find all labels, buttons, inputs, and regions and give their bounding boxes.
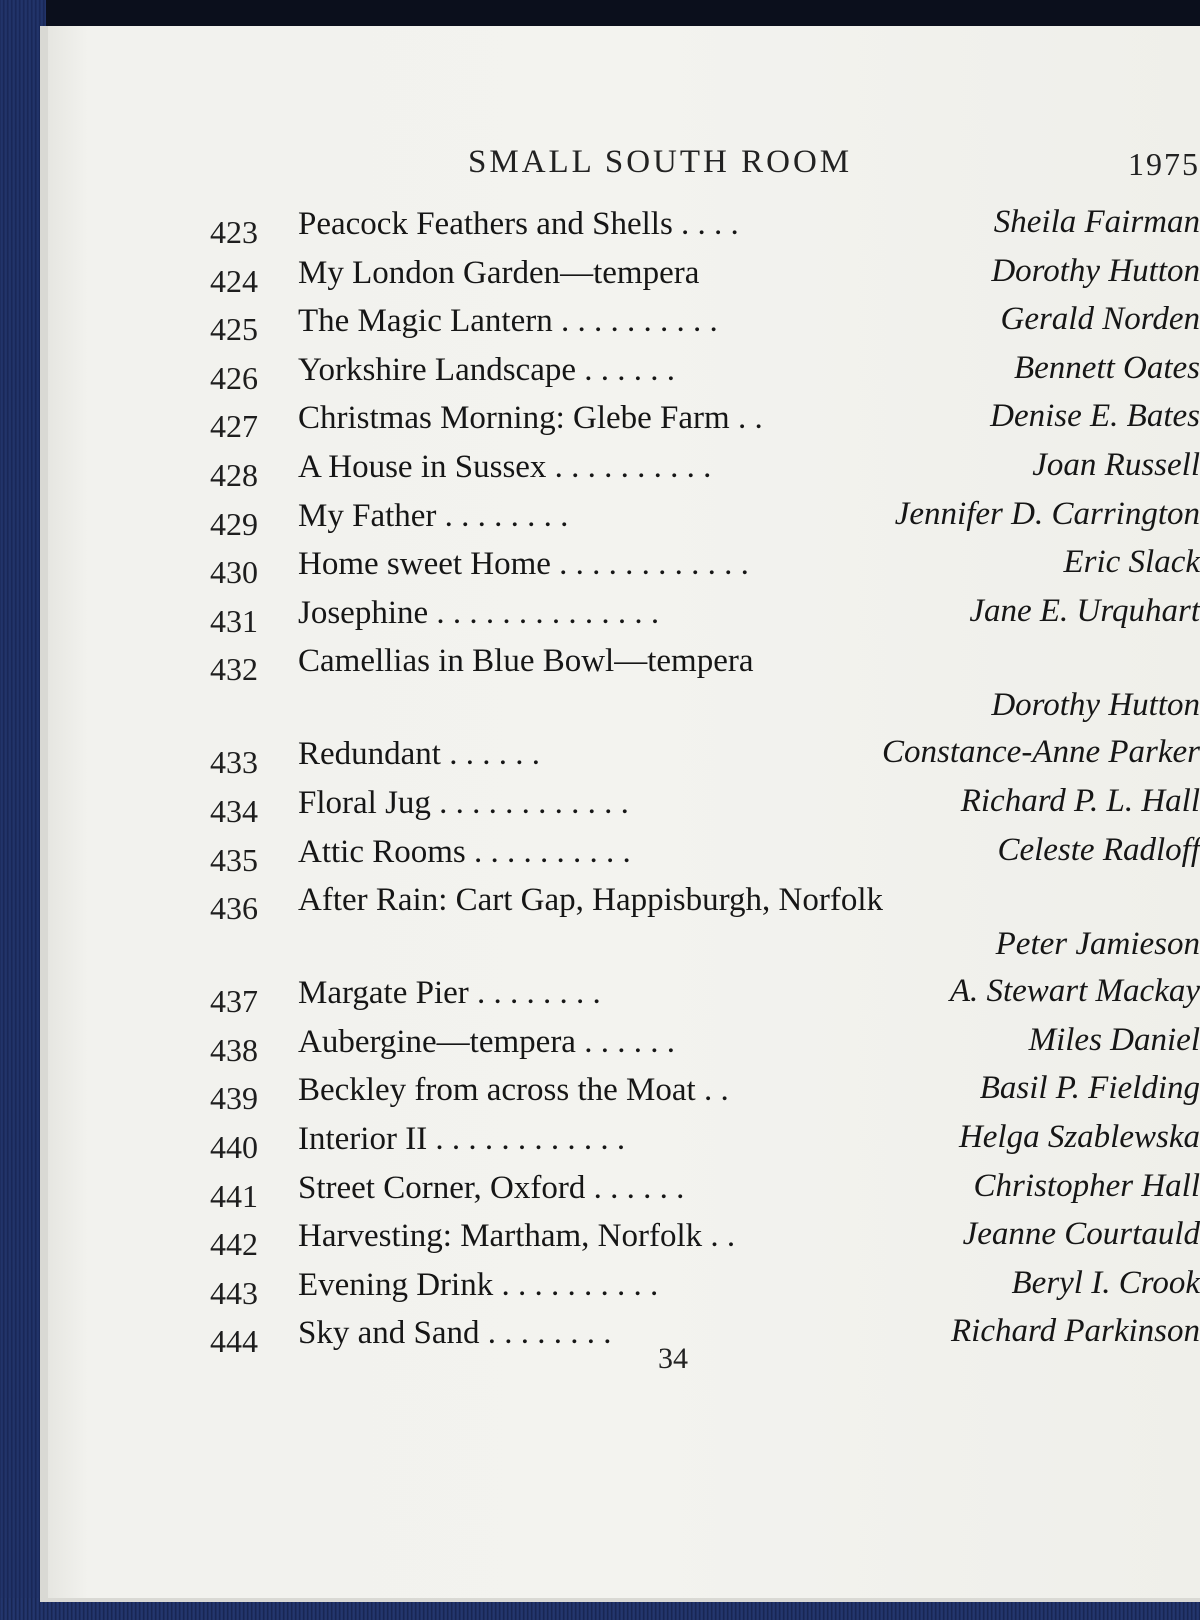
catalogue-entry <box>48 782 1200 834</box>
catalogue-entry <box>48 1118 1200 1170</box>
entry-number: 431 <box>210 602 258 639</box>
catalogue-year: 1975 <box>1128 146 1200 182</box>
entry-title: The Magic Lantern . . . . . . . . . . <box>298 303 718 340</box>
entry-number: 434 <box>210 792 258 829</box>
entry-number: 440 <box>210 1128 258 1165</box>
catalogue-entry <box>48 1315 1200 1364</box>
entry-artist: Constance-Anne Parker <box>882 734 1200 771</box>
catalogue-page <box>48 26 1200 1598</box>
catalogue-entry <box>48 1264 1200 1316</box>
entry-artist: Christopher Hall <box>973 1167 1200 1204</box>
entry-number: 437 <box>210 983 258 1020</box>
page-number: 34 <box>658 1342 688 1375</box>
entry-number: 442 <box>210 1226 258 1263</box>
catalogue-entry <box>48 252 1200 304</box>
entry-artist: Gerald Norden <box>1000 301 1200 338</box>
catalogue-entry <box>48 1021 1200 1073</box>
entry-artist: Peter Jamieson <box>995 926 1200 963</box>
section-title: SMALL SOUTH ROOM <box>468 144 853 180</box>
running-header <box>48 144 1200 194</box>
entry-title: Josephine . . . . . . . . . . . . . . <box>298 594 660 631</box>
entry-artist: Sheila Fairman <box>993 204 1200 240</box>
entry-number: 435 <box>210 841 258 878</box>
entry-title: Sky and Sand . . . . . . . . <box>298 1315 612 1352</box>
catalogue-entry <box>48 1072 1200 1121</box>
entry-number: 424 <box>210 262 258 299</box>
catalogue-entry <box>48 882 1200 975</box>
entry-artist: Dorothy Hutton <box>991 687 1200 724</box>
entry-artist: Jeanne Courtauld <box>962 1216 1200 1253</box>
catalogue-entry <box>48 446 1200 498</box>
catalogue-entry <box>48 546 1200 595</box>
entry-artist: Denise E. Bates <box>990 398 1200 435</box>
entry-title: Evening Drink . . . . . . . . . . <box>298 1266 659 1303</box>
entry-title: Camellias in Blue Bowl—tempera <box>298 643 754 680</box>
entry-title: Home sweet Home . . . . . . . . . . . . <box>298 546 749 583</box>
entry-title: Street Corner, Oxford . . . . . . <box>298 1169 685 1206</box>
entry-artist: Basil P. Fielding <box>979 1070 1200 1107</box>
entry-number: 432 <box>210 651 258 688</box>
entry-title: Margate Pier . . . . . . . . <box>298 975 601 1012</box>
entry-title: Redundant . . . . . . <box>298 736 540 773</box>
entry-number: 428 <box>210 456 258 493</box>
entry-artist: Helga Szablewska <box>958 1118 1200 1155</box>
entry-title: Interior II . . . . . . . . . . . . <box>298 1120 626 1157</box>
entry-number: 423 <box>210 214 258 250</box>
entry-title: Harvesting: Martham, Norfolk . . <box>298 1218 736 1255</box>
entry-artist: Richard P. L. Hall <box>960 782 1200 819</box>
catalogue-entry <box>48 643 1200 736</box>
entry-title: My London Garden—tempera <box>298 254 700 291</box>
entry-number: 430 <box>210 554 258 591</box>
entry-title: Yorkshire Landscape . . . . . . <box>298 351 676 388</box>
catalogue-entry <box>48 1167 1200 1219</box>
entry-artist: Bennett Oates <box>1013 349 1200 386</box>
entry-number: 426 <box>210 359 258 396</box>
entry-artist: Jennifer D. Carrington <box>894 495 1200 532</box>
catalogue-entry <box>48 975 1200 1024</box>
entry-artist: Jane E. Urquhart <box>969 592 1200 629</box>
entry-number: 443 <box>210 1274 258 1311</box>
entry-title: A House in Sussex . . . . . . . . . . <box>298 448 712 485</box>
entry-title: Peacock Feathers and Shells . . . . <box>298 206 739 242</box>
entry-number: 433 <box>210 744 258 781</box>
catalogue-entry <box>48 400 1200 449</box>
entry-number: 425 <box>210 311 258 348</box>
entry-title: My Father . . . . . . . . <box>298 497 569 534</box>
entry-title: After Rain: Cart Gap, Happisburgh, Norfolk <box>298 882 884 919</box>
entry-number: 436 <box>210 890 258 927</box>
entry-title: Aubergine—tempera . . . . . . <box>298 1023 675 1060</box>
entry-title: Beckley from across the Moat . . <box>298 1072 729 1109</box>
catalogue-entry <box>48 831 1200 883</box>
entry-artist: Joan Russell <box>1032 446 1200 483</box>
entry-number: 438 <box>210 1031 258 1068</box>
catalogue-entry <box>48 349 1200 401</box>
entry-artist: Richard Parkinson <box>951 1313 1200 1350</box>
entry-number: 441 <box>210 1177 258 1214</box>
entry-number: 427 <box>210 408 258 445</box>
catalogue-entry <box>48 495 1200 547</box>
entry-list <box>48 206 1200 1364</box>
catalogue-entry <box>48 592 1200 644</box>
entry-number: 444 <box>210 1323 258 1360</box>
entry-artist: Dorothy Hutton <box>991 252 1200 289</box>
entry-number: 429 <box>210 505 258 542</box>
entry-artist: A. Stewart Mackay <box>949 973 1200 1010</box>
entry-number: 439 <box>210 1080 258 1117</box>
catalogue-entry <box>48 303 1200 352</box>
entry-artist: Celeste Radloff <box>997 831 1200 868</box>
entry-artist: Eric Slack <box>1063 544 1200 581</box>
catalogue-entry <box>48 206 1200 255</box>
catalogue-entry <box>48 736 1200 785</box>
entry-title: Floral Jug . . . . . . . . . . . . <box>298 784 629 821</box>
entry-artist: Beryl I. Crook <box>1011 1264 1200 1301</box>
entry-title: Christmas Morning: Glebe Farm . . <box>298 400 763 437</box>
entry-artist: Miles Daniel <box>1028 1021 1200 1058</box>
entry-title: Attic Rooms . . . . . . . . . . <box>298 833 631 870</box>
catalogue-entry <box>48 1218 1200 1267</box>
